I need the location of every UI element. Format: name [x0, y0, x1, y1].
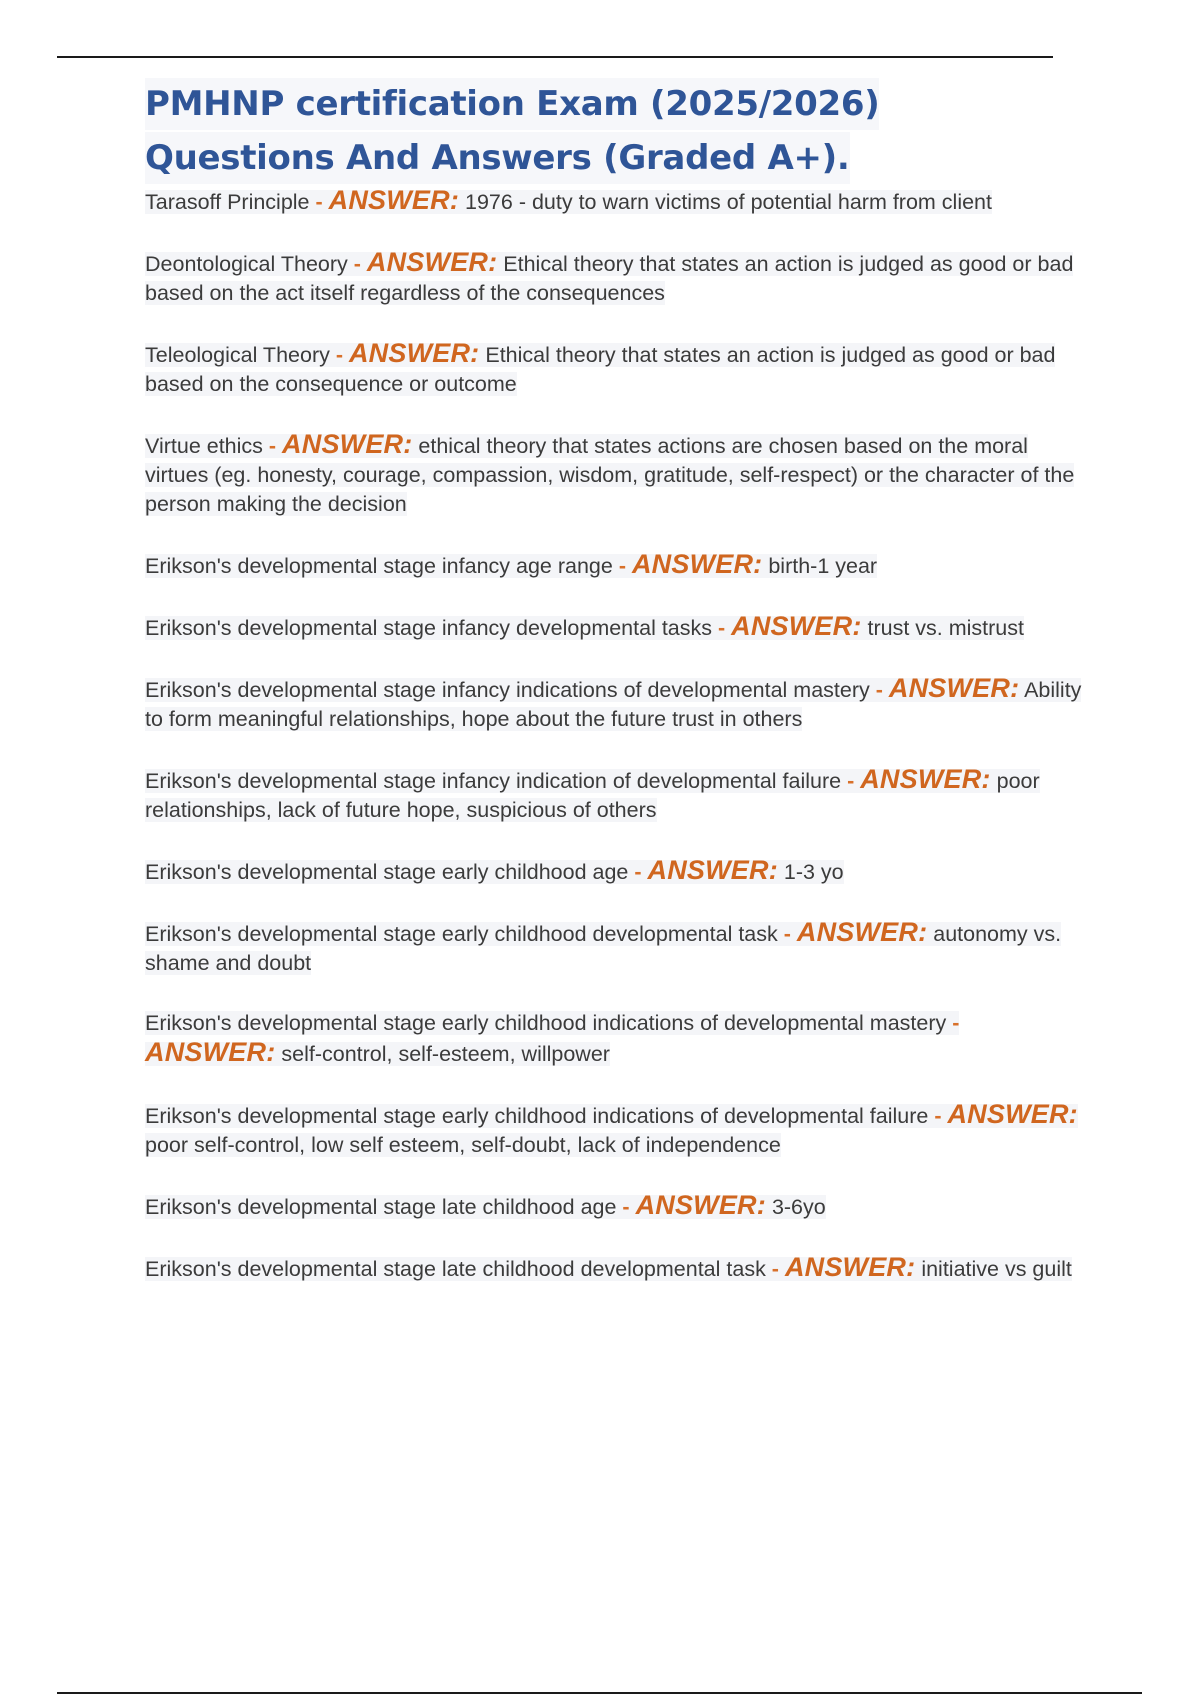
qa-answer: 1976 - duty to warn victims of potential harm from client — [465, 190, 992, 214]
qa-entry-text — [145, 673, 1082, 731]
answer-separator: - — [783, 922, 797, 946]
qa-entry-text — [145, 185, 992, 215]
qa-term: Deontological Theory — [145, 252, 348, 276]
qa-answer: poor self-control, low self esteem, self-doubt, lack of independence — [145, 1133, 781, 1157]
answer-label: ANSWER: — [647, 855, 778, 885]
qa-term: Erikson's developmental stage early childhood indications of developmental mastery — [145, 1011, 947, 1035]
qa-term: Erikson's developmental stage late childhood age — [145, 1195, 617, 1219]
title-line-1: PMHNP certification Exam (2025/2026) — [145, 78, 879, 130]
qa-answer: initiative vs guilt — [921, 1257, 1072, 1281]
qa-entry-text — [145, 1011, 959, 1066]
answer-separator: - — [353, 252, 367, 276]
qa-entry — [145, 674, 1095, 734]
answer-label: ANSWER: — [635, 1190, 766, 1220]
qa-entry-text — [145, 247, 1074, 305]
answer-separator: - — [934, 1104, 948, 1128]
qa-answer: Ability to form meaningful relationships, hope about the future trust in others — [145, 678, 1082, 731]
answer-separator: - — [952, 1011, 960, 1035]
qa-term: Erikson's developmental stage infancy indication of developmental failure — [145, 769, 842, 793]
qa-entry-text — [145, 1252, 1072, 1282]
qa-term: Erikson's developmental stage infancy developmental tasks — [145, 616, 712, 640]
answer-label: ANSWER: — [366, 247, 498, 277]
answer-label: ANSWER: — [731, 611, 862, 641]
qa-term: Erikson's developmental stage infancy age range — [145, 554, 613, 578]
qa-answer: ethical theory that states actions are chosen based on the moral virtues (eg. honesty, courage, compassion, wisdom, gratitude, self-respect) or the character of the person making the decision — [145, 434, 1075, 516]
qa-answer: autonomy vs. shame and doubt — [145, 922, 1062, 975]
answer-separator: - — [875, 678, 889, 702]
qa-entry — [145, 612, 1095, 643]
answer-separator: - — [634, 860, 648, 884]
qa-entry — [145, 1253, 1095, 1284]
qa-term: Erikson's developmental stage infancy indications of developmental mastery — [145, 678, 870, 702]
answer-separator: - — [268, 434, 283, 458]
document-title — [145, 78, 1095, 186]
answer-label: ANSWER: — [860, 764, 991, 794]
qa-entry — [145, 1009, 1095, 1069]
qa-entry — [145, 918, 1095, 978]
qa-entry-text — [145, 917, 1062, 975]
answer-label: ANSWER: — [631, 549, 763, 579]
answer-separator: - — [717, 616, 732, 640]
answer-label: ANSWER: — [947, 1099, 1078, 1129]
qa-term: Erikson's developmental stage early childhood indications of developmental failure — [145, 1104, 929, 1128]
answer-label: ANSWER: — [282, 429, 413, 459]
qa-answer: birth-1 year — [768, 554, 878, 578]
answer-separator: - — [618, 554, 632, 578]
title-line-2: Questions And Answers (Graded A+). — [145, 132, 850, 184]
qa-term: Erikson's developmental stage late childhood developmental task — [145, 1257, 766, 1281]
qa-entry-text — [145, 1099, 1078, 1157]
answer-separator: - — [847, 769, 861, 793]
qa-entry-text — [145, 764, 1040, 822]
qa-entry — [145, 550, 1095, 581]
answer-label: ANSWER: — [784, 1252, 916, 1282]
qa-entry-text — [145, 549, 878, 579]
qa-entry-text — [145, 611, 1024, 641]
qa-answer: self-control, self-esteem, willpower — [281, 1042, 610, 1066]
top-rule — [57, 56, 1053, 58]
qa-answer: trust vs. mistrust — [867, 616, 1024, 640]
answer-label: ANSWER: — [888, 673, 1020, 703]
qa-entry — [145, 1191, 1095, 1222]
answer-label: ANSWER: — [145, 1037, 276, 1067]
qa-term: Tarasoff Principle — [145, 190, 310, 214]
answer-separator: - — [771, 1257, 785, 1281]
qa-answer: Ethical theory that states an action is judged as good or bad based on the consequence or outcome — [145, 343, 1056, 396]
qa-answer: 1-3 yo — [783, 860, 844, 884]
qa-answer: 3-6yo — [771, 1195, 826, 1219]
answer-separator: - — [335, 343, 349, 367]
qa-entry-text — [145, 429, 1075, 516]
answer-label: ANSWER: — [328, 185, 460, 215]
qa-term: Erikson's developmental stage early childhood developmental task — [145, 922, 778, 946]
qa-term: Erikson's developmental stage early childhood age — [145, 860, 629, 884]
qa-answer: poor relationships, lack of future hope, suspicious of others — [145, 769, 1040, 822]
qa-entry-text — [145, 1190, 826, 1220]
answer-separator: - — [315, 190, 329, 214]
qa-entry — [145, 339, 1095, 399]
qa-entry-text — [145, 855, 844, 885]
bottom-rule — [57, 1692, 1142, 1694]
document-body — [145, 78, 1095, 1315]
qa-entry — [145, 430, 1095, 519]
qa-answer: Ethical theory that states an action is judged as good or bad based on the act itself regardless of the consequences — [145, 252, 1074, 305]
qa-term: Virtue ethics — [145, 434, 263, 458]
answer-separator: - — [622, 1195, 636, 1219]
qa-entry — [145, 248, 1095, 308]
answer-label: ANSWER: — [348, 338, 480, 368]
answer-label: ANSWER: — [796, 917, 928, 947]
qa-entry — [145, 1100, 1095, 1160]
qa-entry — [145, 765, 1095, 825]
qa-entry-text — [145, 338, 1056, 396]
qa-term: Teleological Theory — [145, 343, 330, 367]
qa-entry — [145, 856, 1095, 887]
qa-list — [145, 186, 1095, 1284]
qa-entry — [145, 186, 1095, 217]
